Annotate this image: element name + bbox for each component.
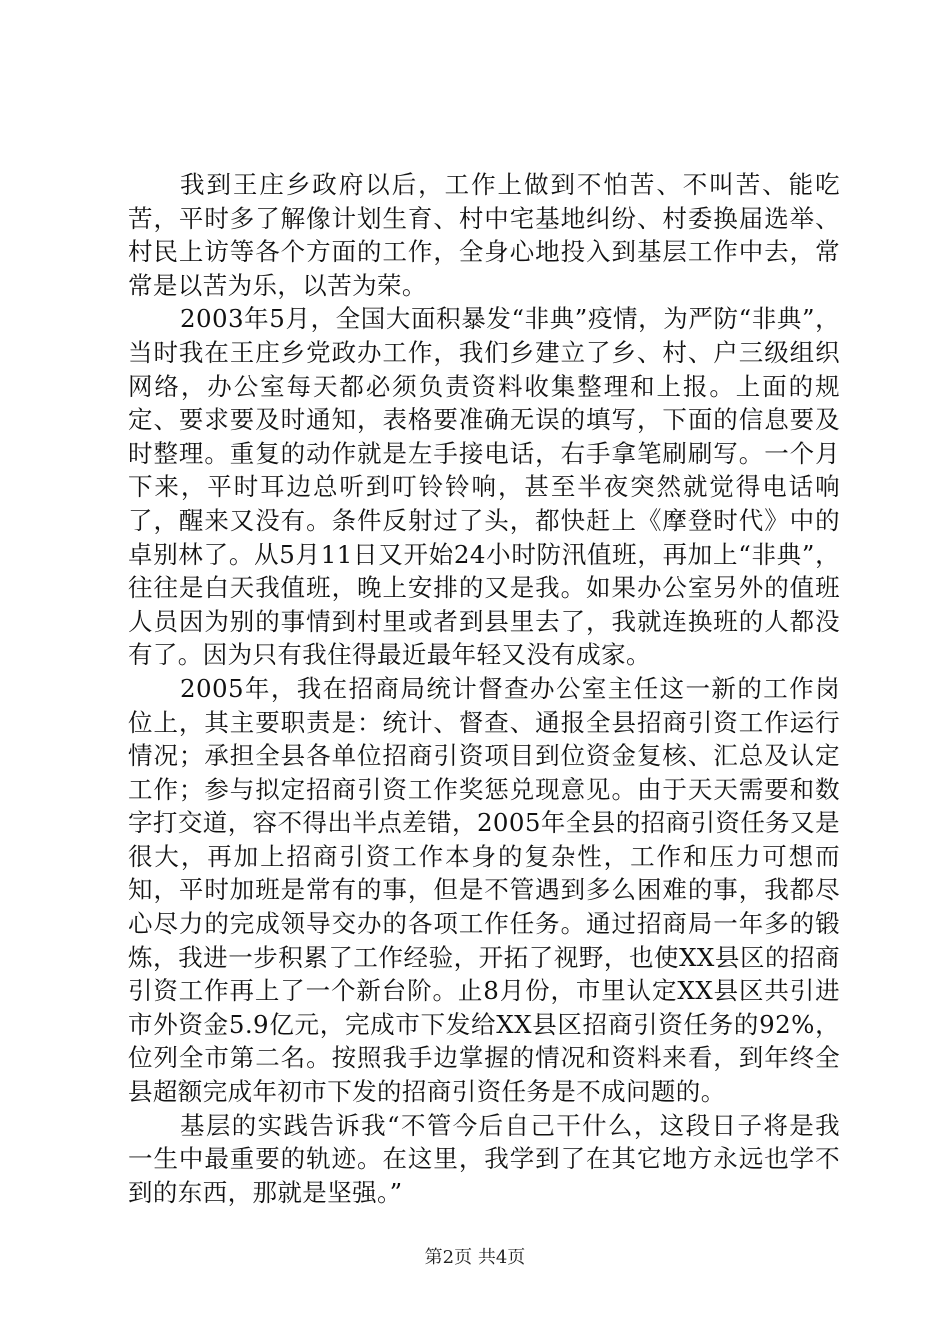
paragraph-3: 2005年，我在招商局统计督查办公室主任这一新的工作岗位上，其主要职责是：统计、督查、通报全县招商引资工作运行情况；承担全县各单位招商引资项目到位资金复核、汇总及认定工作；参与拟定招商引资工作奖惩兑现意见。由于天天需要和数字打交道，容不得出半点差错，2005年全县的招商引资任务又是很大，再加上招商引资工作本身的复杂性，工作和压力可想而知，平时加班是常有的事，但是不管遇到多么困难的事，我都尽心尽力的完成领导交办的各项工作任务。通过招商局一年多的锻炼，我进一步积累了工作经验，开拓了视野，也使XX县区的招商引资工作再上了一个新台阶。止8月份，市里认定XX县区共引进市外资金5.9亿元，完成市下发给XX县区招商引资任务的92%，位列全市第二名。按照我手边掌握的情况和资料来看，到年终全县超额完成年初市下发的招商引资任务是不成问题的。 bbox=[128, 673, 840, 1107]
paragraph-2: 2003年5月，全国大面积暴发“非典”疫情，为严防“非典”，当时我在王庄乡党政办工作，我们乡建立了乡、村、户三级组织网络，办公室每天都必须负责资料收集整理和上报。上面的规定、要求要及时通知，表格要准确无误的填写，下面的信息要及时整理。重复的动作就是左手接电话，右手拿笔刷刷写。一个月下来，平时耳边总听到叮铃铃响，甚至半夜突然就觉得电话响了，醒来又没有。条件反射过了头，都快赶上《摩登时代》中的卓别林了。从5月11日又开始24小时防汛值班，再加上“非典”，往往是白天我值班，晚上安排的又是我。如果办公室另外的值班人员因为别的事情到村里或者到县里去了，我就连换班的人都没有了。因为只有我住得最近最年轻又没有成家。 bbox=[128, 304, 840, 670]
paragraph-1: 我到王庄乡政府以后，工作上做到不怕苦、不叫苦、能吃苦，平时多了解像计划生育、村中宅基地纠纷、村委换届选举、村民上访等各个方面的工作，全身心地投入到基层工作中去，常常是以苦为乐，以苦为荣。 bbox=[128, 170, 840, 300]
page-footer: 第2页 共4页 bbox=[424, 1247, 526, 1268]
document-body bbox=[128, 168, 840, 1209]
paragraph-4: 基层的实践告诉我“不管今后自己干什么，这段日子将是我一生中最重要的轨迹。在这里，我学到了在其它地方永远也学不到的东西，那就是坚强。” bbox=[128, 1110, 840, 1207]
